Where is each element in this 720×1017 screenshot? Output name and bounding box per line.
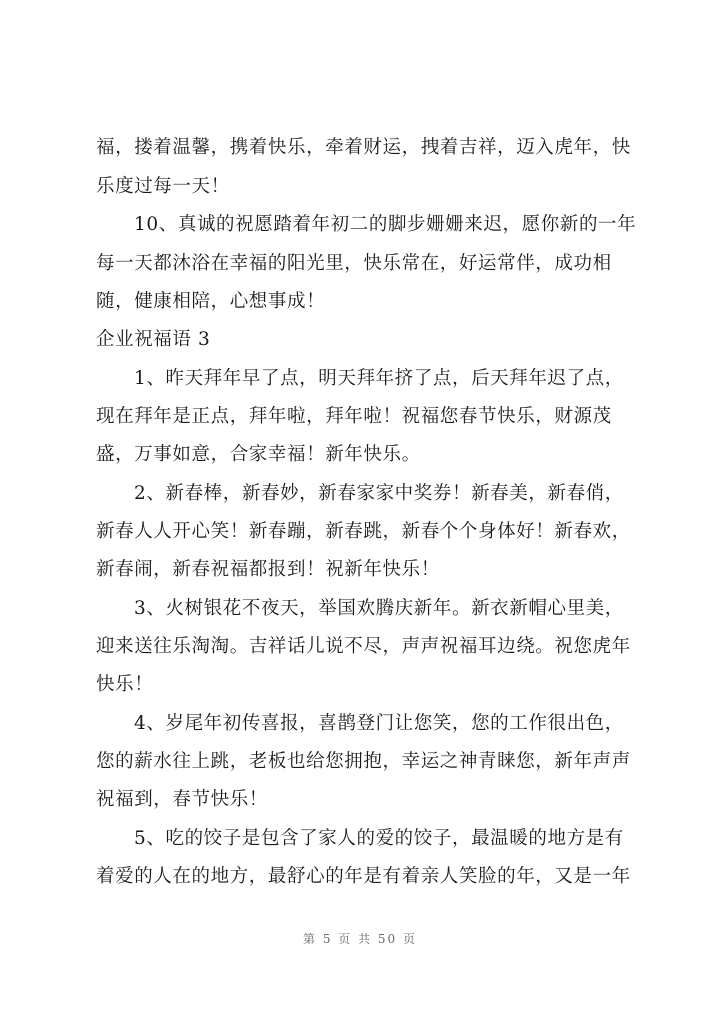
section-heading: 企业祝福语 3 xyxy=(96,329,211,350)
text-line: 2、新春棒，新春妙，新春家家中奖券！新春美，新春俏， xyxy=(134,483,624,504)
text-line: 迎来送往乐淘淘。吉祥话儿说不尽，声声祝福耳边绕。祝您虎年 xyxy=(96,636,631,657)
text-line: 祝福到，春节快乐！ xyxy=(96,789,268,810)
text-line: 随，健康相陪，心想事成！ xyxy=(96,291,326,312)
text-line: 现在拜年是正点，拜年啦，拜年啦！祝福您春节快乐，财源茂 xyxy=(96,406,612,427)
text-line: 5、吃的饺子是包含了家人的爱的饺子，最温暖的地方是有 xyxy=(134,828,624,849)
text-line: 福，搂着温馨，携着快乐，牵着财运，拽着吉祥，迈入虎年，快 xyxy=(96,137,631,158)
text-line: 着爱的人在的地方，最舒心的年是有着亲人笑脸的年，又是一年 xyxy=(96,866,631,887)
text-line: 10、真诚的祝愿踏着年初二的脚步姗姗来迟，愿你新的一年 xyxy=(134,214,637,235)
text-line: 盛，万事如意，合家幸福！新年快乐。 xyxy=(96,444,421,465)
text-line: 乐度过每一天！ xyxy=(96,176,230,197)
text-line: 新春闹，新春祝福都报到！祝新年快乐！ xyxy=(96,559,440,580)
text-line: 1、昨天拜年早了点，明天拜年挤了点，后天拜年迟了点， xyxy=(134,368,624,389)
text-line: 每一天都沐浴在幸福的阳光里，快乐常在，好运常伴，成功相 xyxy=(96,253,612,274)
text-line: 您的薪水往上跳，老板也给您拥抱，幸运之神青睐您，新年声声 xyxy=(96,751,631,772)
text-line: 4、岁尾年初传喜报，喜鹊登门让您笑，您的工作很出色， xyxy=(134,713,624,734)
text-line: 快乐！ xyxy=(96,674,154,695)
text-line: 3、火树银花不夜天，举国欢腾庆新年。新衣新帽心里美， xyxy=(134,598,624,619)
text-line: 新春人人开心笑！新春蹦，新春跳，新春个个身体好！新春欢， xyxy=(96,521,631,542)
page-number-footer: 第 5 页 共 50 页 xyxy=(303,932,417,946)
